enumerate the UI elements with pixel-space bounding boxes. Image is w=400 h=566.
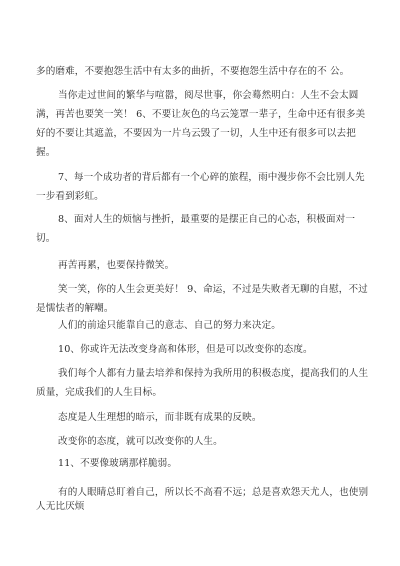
paragraph-10: 态度是人生理想的暗示，而非既有成果的反映。	[58, 412, 262, 423]
paragraph-1: 多的磨难，不要抱怨生活中有太多的曲折，不要抱怨生活中存在的不 公。	[36, 66, 350, 77]
paragraph-6: 笑一笑，你的人生会更美好！ 9、命运，不过是失败者无聊的自慰，不过是懦怯者的解嘲。	[36, 284, 368, 314]
paragraph-8: 10、你或许无法改变身高和体形，但是可以改变你的态度。	[58, 344, 313, 355]
paragraph-4: 8、面对人生的烦恼与挫折，最重要的是摆正自己的心态，积极面对一切。	[36, 214, 356, 244]
paragraph-2: 当你走过世间的繁华与喧嚣，阅尽世事，你会蓦然明白：人生不会太圆满，再苦也要笑一笑！ 6、不要让灰色的乌云笼罩一辈子，生命中还有很多美好的不要让其遮盖，不要因为一片乌云毁了一切，人生中还有很多可以去把握。	[36, 90, 366, 158]
paragraph-3: 7、每一个成功者的背后都有一个心碎的旅程，雨中漫步你不会比别人先一步看到彩虹。	[36, 172, 365, 202]
paragraph-5: 再苦再累，也要保持微笑。	[58, 260, 175, 271]
paragraph-7: 人们的前途只能靠自己的意志、自己的努力来决定。	[58, 320, 281, 331]
paragraph-13: 有的人眼睛总盯着自己，所以长不高看不远；总是喜欢怨天尤人，也使别人无比厌烦	[36, 487, 369, 512]
paragraph-12: 11、不要像玻璃那样脆弱。	[58, 458, 178, 469]
paragraph-9: 我们每个人都有力量去培养和保持为我所用的积极态度，提高我们的人生质量，完成我们的人生目标。	[36, 368, 369, 398]
paragraph-11: 改变你的态度，就可以改变你的人生。	[58, 436, 223, 447]
